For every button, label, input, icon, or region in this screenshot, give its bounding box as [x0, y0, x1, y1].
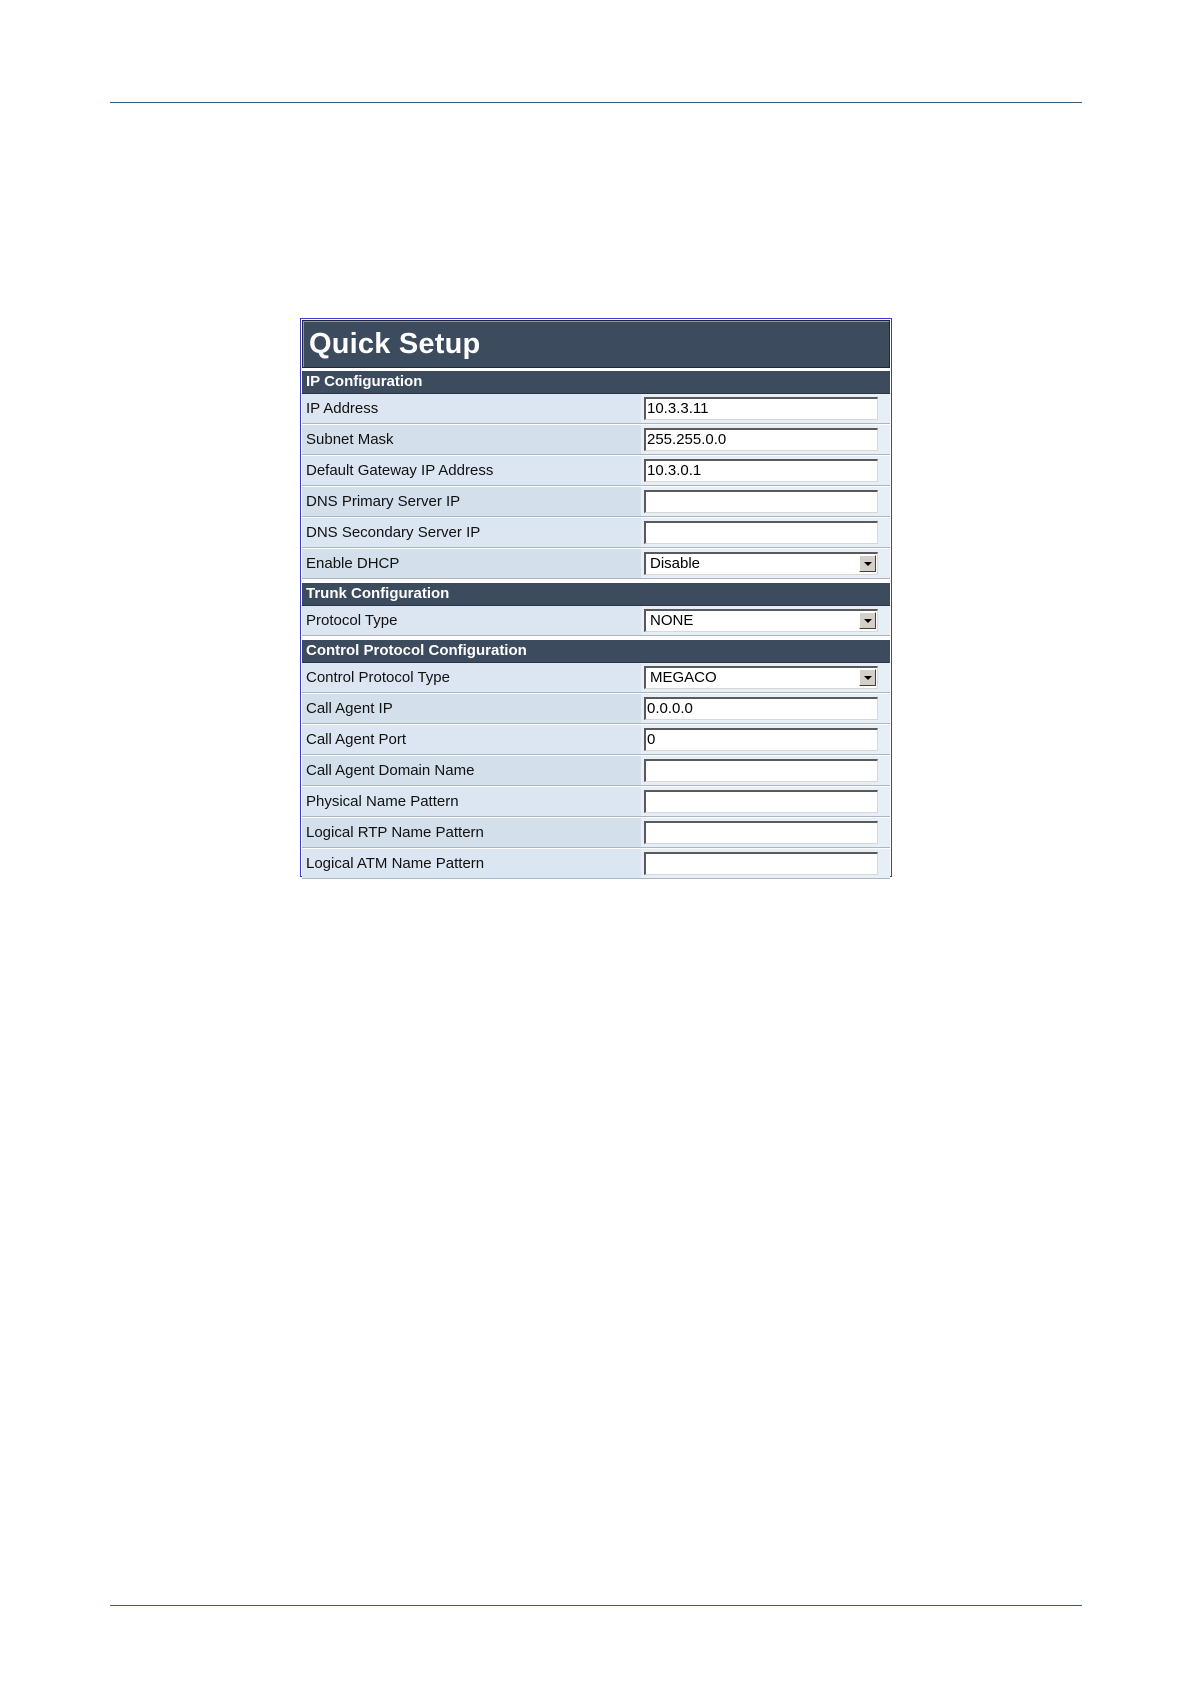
physical-name-pattern-input[interactable]: [644, 790, 878, 813]
protocol-type-label: Protocol Type: [302, 606, 641, 636]
protocol-type-select[interactable]: [644, 609, 878, 632]
row-dns-secondary: [302, 518, 890, 549]
protocol-type-value: NONE: [650, 612, 694, 629]
row-enable-dhcp: [302, 549, 890, 580]
dns-primary-label: DNS Primary Server IP: [302, 487, 641, 517]
physical-name-pattern-label: Physical Name Pattern: [302, 787, 641, 817]
call-agent-domain-input[interactable]: [644, 759, 878, 782]
quick-setup-panel: [300, 318, 892, 877]
dns-secondary-input[interactable]: [644, 521, 878, 544]
default-gateway-label: Default Gateway IP Address: [302, 456, 641, 486]
enable-dhcp-label: Enable DHCP: [302, 549, 641, 579]
subnet-mask-input[interactable]: 255.255.0.0: [644, 428, 878, 451]
control-protocol-type-select[interactable]: [644, 666, 878, 689]
dropdown-arrow-icon[interactable]: [859, 612, 876, 629]
enable-dhcp-select[interactable]: [644, 552, 878, 575]
call-agent-port-input[interactable]: 0: [644, 728, 878, 751]
default-gateway-input[interactable]: 10.3.0.1: [644, 459, 878, 482]
row-default-gateway: [302, 456, 890, 487]
ip-address-input[interactable]: 10.3.3.11: [644, 397, 878, 420]
row-call-agent-ip: [302, 694, 890, 725]
section-header-trunk: Trunk Configuration: [302, 583, 890, 606]
subnet-mask-label: Subnet Mask: [302, 425, 641, 455]
row-physical-name-pattern: [302, 787, 890, 818]
section-header-ip: IP Configuration: [302, 371, 890, 394]
enable-dhcp-value: Disable: [650, 555, 701, 572]
call-agent-ip-input[interactable]: 0.0.0.0: [644, 697, 878, 720]
dropdown-arrow-icon[interactable]: [859, 555, 876, 572]
logical-rtp-name-pattern-input[interactable]: [644, 821, 878, 844]
row-subnet-mask: [302, 425, 890, 456]
row-control-protocol-type: [302, 663, 890, 694]
row-ip-address: [302, 394, 890, 425]
row-protocol-type: [302, 606, 890, 637]
page-header-rule: [110, 102, 1082, 103]
page-title: Quick Setup: [302, 320, 890, 368]
logical-rtp-name-pattern-label: Logical RTP Name Pattern: [302, 818, 641, 848]
dns-primary-input[interactable]: [644, 490, 878, 513]
logical-atm-name-pattern-label: Logical ATM Name Pattern: [302, 849, 641, 879]
call-agent-port-label: Call Agent Port: [302, 725, 641, 755]
row-call-agent-port: [302, 725, 890, 756]
call-agent-domain-label: Call Agent Domain Name: [302, 756, 641, 786]
logical-atm-name-pattern-input[interactable]: [644, 852, 878, 875]
row-call-agent-domain: [302, 756, 890, 787]
section-header-control: Control Protocol Configuration: [302, 640, 890, 663]
row-logical-atm-name-pattern: [302, 849, 890, 880]
row-logical-rtp-name-pattern: [302, 818, 890, 849]
control-protocol-type-value: MEGACO: [650, 669, 717, 686]
call-agent-ip-label: Call Agent IP: [302, 694, 641, 724]
control-protocol-type-label: Control Protocol Type: [302, 663, 641, 693]
page-footer-rule: [110, 1605, 1082, 1606]
dns-secondary-label: DNS Secondary Server IP: [302, 518, 641, 548]
row-dns-primary: [302, 487, 890, 518]
ip-address-label: IP Address: [302, 394, 641, 424]
dropdown-arrow-icon[interactable]: [859, 669, 876, 686]
